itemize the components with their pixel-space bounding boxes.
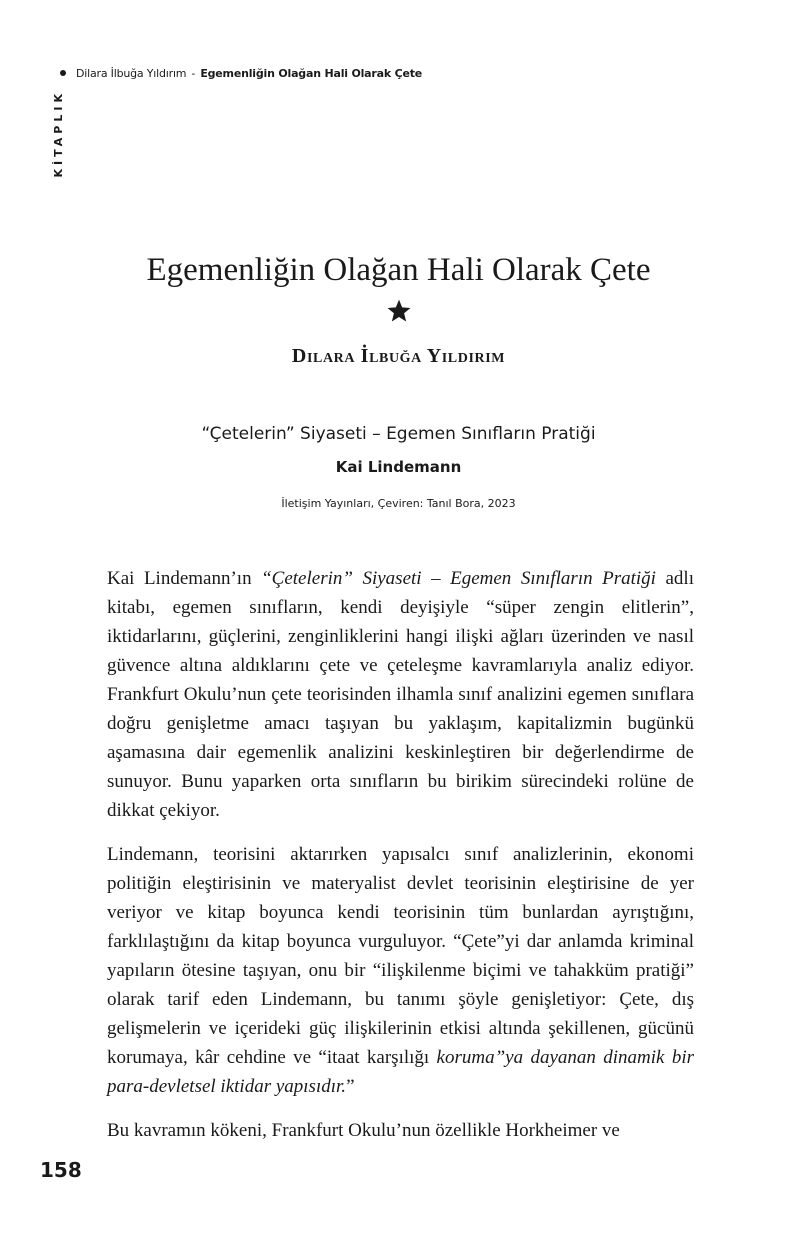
- star-icon: [386, 298, 412, 324]
- section-label: KİTAPLIK: [52, 90, 65, 178]
- paragraph-text: Kai Lindemann’ın: [107, 568, 262, 589]
- running-head-separator: -: [191, 67, 196, 80]
- paragraph: [107, 840, 694, 1101]
- running-head-title: Egemenliğin Olağan Hali Olarak Çete: [200, 67, 423, 80]
- book-title-reference: “Çetelerin” Siyaseti – Egemen Sınıfların Pratiği: [261, 568, 656, 589]
- paragraph: [107, 1116, 694, 1145]
- paragraph: [107, 564, 694, 825]
- book-author: Kai Lindemann: [335, 458, 462, 476]
- running-head-author: Dilara İlbuğa Yıldırım: [76, 67, 187, 80]
- paragraph-text: adlı kitabı, egemen sınıfların, kendi deyişiyle “süper zengin elitlerin”, iktidarlarını, güçlerini, zenginliklerini hangi ilişki ağları üzerinden ve nasıl güvence altına aldıklarını çete ve çeteleşme kavramlarıyla analiz ediyor. Frankfurt Okulu’nun çete teorisinden ilhamla sınıf analizini egemen sınıflara doğru genişletme amacı taşıyan bu yaklaşım, kapitalizmin bugünkü aşamasına dair egemenlik analizini keskinleştiren bir değerlendirme de sunuyor. Bunu yaparken orta sınıfların bu birikim sürecindeki rolüne de dikkat çekiyor.: [107, 568, 694, 821]
- running-head: [60, 67, 422, 80]
- book-title: “Çetelerin” Siyaseti – Egemen Sınıfların Pratiği: [201, 424, 596, 444]
- article-author: Dilara İlbuğa Yıldırım: [291, 345, 506, 367]
- article-title: Egemenliğin Olağan Hali Olarak Çete: [146, 252, 651, 288]
- quote-italic: koruma”ya dayanan dinamik bir para-devletsel iktidar yapısıdır.: [107, 1047, 694, 1097]
- bullet-icon: [60, 70, 66, 76]
- paragraph-text: Lindemann, teorisini aktarırken yapısalcı sınıf analizlerinin, ekonomi politiğin eleştirisinin ve materyalist devlet teorisinin eleştirisine de yer veriyor ve kitap boyunca kendi teorisinin tüm bunlardan ayrıştığını, farklılaştığını da kitap boyunca vurguluyor. “Çete”yi dar anlamda kriminal yapıların ötesine taşıyan, onu bir “ilişkilenme biçimi ve tahakküm pratiği” olarak tarif eden Lindemann, bu tanımı şöyle genişletiyor: Çete, dış gelişmelerin ve içerideki güç ilişkilerinin etkisi altında şekillenen, gücünü korumaya, kâr cehdine ve “itaat karşılığı: [107, 844, 694, 1068]
- book-publication-info: İletişim Yayınları, Çeviren: Tanıl Bora, 2023: [281, 497, 516, 510]
- article-body: [107, 564, 694, 1160]
- paragraph-text: ”: [346, 1076, 355, 1097]
- page-number: 158: [40, 1158, 82, 1182]
- paragraph-text: Bu kavramın kökeni, Frankfurt Okulu’nun özellikle Horkheimer ve: [107, 1120, 620, 1141]
